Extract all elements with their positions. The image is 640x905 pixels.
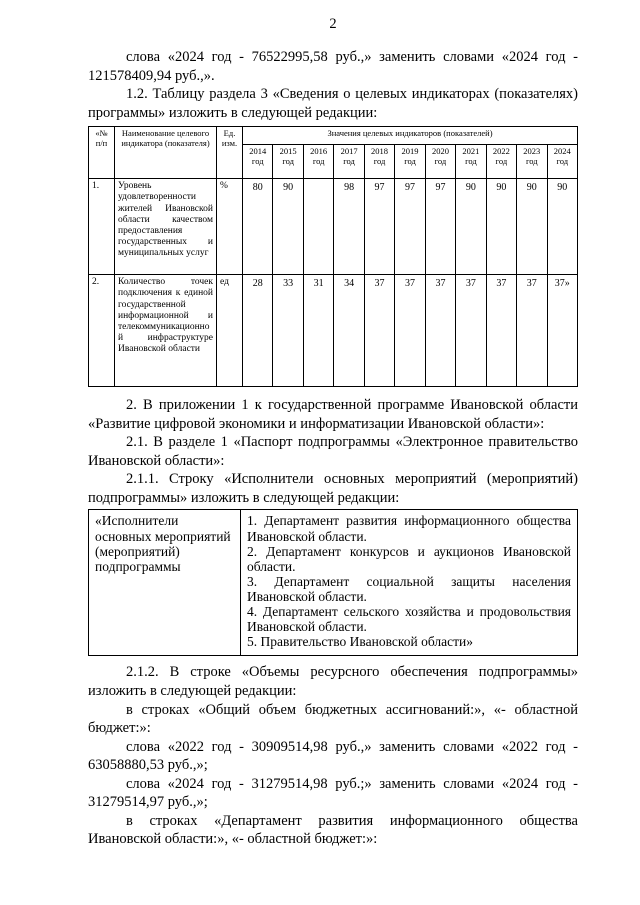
executors-row-label: «Исполнители основных мероприятий (мероприятий) подпрограммы bbox=[89, 510, 241, 656]
executors-list bbox=[241, 510, 578, 656]
year-header-2021: 2021 год bbox=[456, 145, 486, 179]
indicator-value: 90 bbox=[547, 179, 577, 275]
indicator-value: 31 bbox=[303, 275, 333, 387]
values-header: Значения целевых индикаторов (показателей) bbox=[243, 127, 578, 145]
indicator-row-1 bbox=[89, 179, 578, 275]
indicator-value: 37 bbox=[517, 275, 547, 387]
indicator-value: 97 bbox=[364, 179, 394, 275]
indicator-value: 33 bbox=[273, 275, 303, 387]
executor-item: 3. Департамент социальной защиты населения Ивановской области. bbox=[247, 573, 571, 605]
year-header-2014: 2014 год bbox=[243, 145, 273, 179]
paragraph-2-1: 2.1. В разделе 1 «Паспорт подпрограммы «Электронное правительство Ивановской области»: bbox=[88, 434, 578, 469]
year-header-2017: 2017 год bbox=[334, 145, 364, 179]
paragraph-1-2: 1.2. Таблицу раздела 3 «Сведения о целевых индикаторах (показателях) программы» изложить в следующей редакции: bbox=[88, 86, 578, 121]
indicator-value: 37 bbox=[486, 275, 516, 387]
year-header-2015: 2015 год bbox=[273, 145, 303, 179]
indicator-value: 98 bbox=[334, 179, 364, 275]
paragraph-2: 2. В приложении 1 к государственной программе Ивановской области «Развитие цифровой экономики и информатизации Ивановской области»: bbox=[88, 397, 578, 432]
indicator-unit: % bbox=[217, 179, 243, 275]
indicator-value: 97 bbox=[425, 179, 455, 275]
executor-item: 2. Департамент конкурсов и аукционов Ивановской области. bbox=[247, 543, 571, 574]
col-header-num: «№ п/п bbox=[89, 127, 115, 179]
indicator-value: 37 bbox=[425, 275, 455, 387]
executor-item: 1. Департамент развития информационного общества Ивановской области. bbox=[247, 513, 571, 544]
executor-item: 4. Департамент сельского хозяйства и продовольствия Ивановской области. bbox=[247, 604, 571, 635]
paragraph-dept-rows: в строках «Департамент развития информационного общества Ивановской области:», «- областной бюджет:»: bbox=[88, 812, 578, 848]
indicator-value: 37 bbox=[395, 275, 425, 387]
row-number: 1. bbox=[89, 179, 115, 275]
year-header-2016: 2016 год bbox=[303, 145, 333, 179]
row-number: 2. bbox=[89, 275, 115, 387]
indicator-value: 34 bbox=[334, 275, 364, 387]
indicator-value: 28 bbox=[243, 275, 273, 387]
year-header-2020: 2020 год bbox=[425, 145, 455, 179]
indicator-unit: ед bbox=[217, 275, 243, 387]
indicators-table bbox=[88, 126, 578, 387]
indicator-name: Количество точек подключения к единой государственной информационной и телекоммуникационной инфраструктуре Ивановской области bbox=[115, 275, 217, 387]
paragraph-amend-2024-sub: слова «2024 год - 31279514,98 руб.;» заменить словами «2024 год - 31279514,97 руб.,»; bbox=[88, 775, 578, 811]
indicator-value: 80 bbox=[243, 179, 273, 275]
indicator-value: 37 bbox=[456, 275, 486, 387]
paragraph-budget-rows: в строках «Общий объем бюджетных ассигнований:», «- областной бюджет:»: bbox=[88, 701, 578, 737]
paragraph-2-1-2: 2.1.2. В строке «Объемы ресурсного обеспечения подпрограммы» изложить в следующей редакции: bbox=[88, 664, 578, 699]
executors-row bbox=[89, 510, 578, 656]
indicator-value: 97 bbox=[395, 179, 425, 275]
page-number: 2 bbox=[329, 16, 337, 32]
indicator-name: Уровень удовлетворенности жителей Ивановской области качеством предоставления государственных и муниципальных услуг bbox=[115, 179, 217, 275]
year-header-2024: 2024 год bbox=[547, 145, 577, 179]
indicator-value: 90 bbox=[486, 179, 516, 275]
year-header-2018: 2018 год bbox=[364, 145, 394, 179]
year-header-2022: 2022 год bbox=[486, 145, 516, 179]
paragraph-amend-2024: слова «2024 год - 76522995,58 руб.,» заменить словами «2024 год - 121578409,94 руб.,». bbox=[88, 49, 578, 84]
indicator-row-2 bbox=[89, 275, 578, 387]
indicator-value: 90 bbox=[456, 179, 486, 275]
executor-item: 5. Правительство Ивановской области» bbox=[247, 634, 473, 650]
indicator-value: 37» bbox=[547, 275, 577, 387]
paragraph-amend-2022: слова «2022 год - 30909514,98 руб.,» заменить словами «2022 год - 63058880,53 руб.,»; bbox=[88, 738, 578, 774]
indicator-value: 90 bbox=[273, 179, 303, 275]
indicator-value: 37 bbox=[364, 275, 394, 387]
indicator-value: 90 bbox=[517, 179, 547, 275]
year-header-2023: 2023 год bbox=[517, 145, 547, 179]
paragraph-2-1-1: 2.1.1. Строку «Исполнители основных мероприятий (мероприятий) подпрограммы» изложить в следующей редакции: bbox=[88, 471, 578, 506]
col-header-name: Наименование целевого индикатора (показателя) bbox=[115, 127, 217, 179]
year-header-2019: 2019 год bbox=[395, 145, 425, 179]
col-header-unit: Ед. изм. bbox=[217, 127, 243, 179]
executors-table bbox=[88, 509, 578, 656]
indicator-value bbox=[303, 179, 333, 275]
